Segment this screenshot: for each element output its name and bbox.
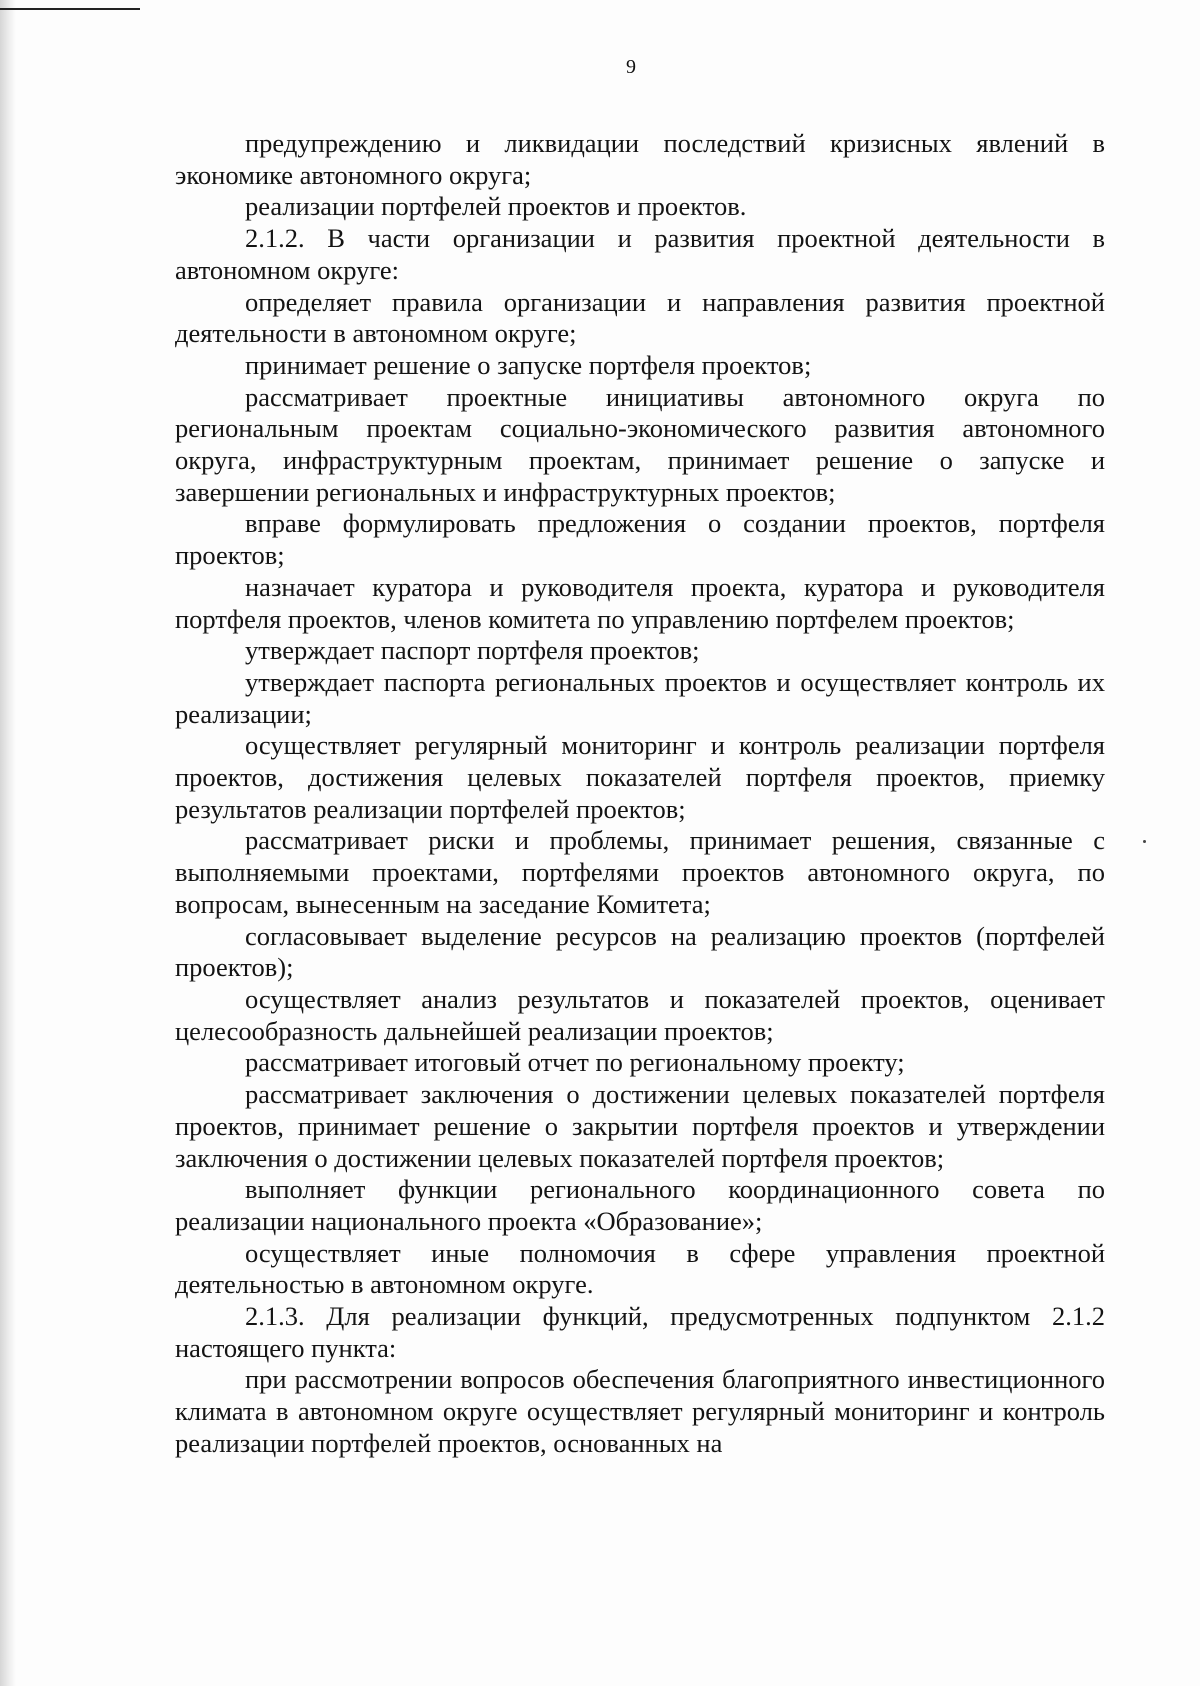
paragraph-15: рассматривает итоговый отчет по региональному проекту; xyxy=(245,1047,905,1078)
paragraph-14: осуществляет анализ результатов и показателей проектов, оценивает целесообразность дальнейшей реализации проектов; xyxy=(175,983,1105,1046)
paragraph-17: выполняет функции регионального координационного совета по реализации национального проекта «Образование»; xyxy=(175,1174,1105,1236)
paragraph-16: рассматривает заключения о достижении целевых показателей портфеля проектов, принимает решение о закрытии портфеля проектов и утверждении заключения о достижении целевых показателей портфеля проектов; xyxy=(175,1079,1105,1173)
paragraph-2: реализации портфелей проектов и проектов. xyxy=(245,191,747,222)
paragraph-18: осуществляет иные полномочия в сфере управления проектной деятельностью в автономном округе. xyxy=(175,1237,1105,1300)
scan-top-mark xyxy=(0,8,140,10)
paragraph-9: утверждает паспорт портфеля проектов; xyxy=(245,635,700,666)
paragraph-8: назначает куратора и руководителя проекта, куратора и руководителя портфеля проектов, членов комитета по управлению портфелем проектов; xyxy=(175,571,1105,634)
paragraph-10: утверждает паспорта региональных проектов и осуществляет контроль их реализации; xyxy=(175,666,1105,729)
paragraph-4: определяет правила организации и направления развития проектной деятельности в автономном округе; xyxy=(175,286,1105,349)
paragraph-7: вправе формулировать предложения о создании проектов, портфеля проектов; xyxy=(175,508,1105,571)
paragraph-12: рассматривает риски и проблемы, принимает решения, связанные с выполняемыми проектами, портфелями проектов автономного округа, по вопросам, вынесенным на заседание Комитета; xyxy=(175,825,1105,919)
paragraph-1: предупреждению и ликвидации последствий кризисных явлений в экономике автономного округа; xyxy=(175,128,1105,190)
scan-speck xyxy=(1143,840,1146,843)
paragraph-11: осуществляет регулярный мониторинг и контроль реализации портфеля проектов, достижения целевых показателей портфеля проектов, приемку результатов реализации портфелей проектов; xyxy=(175,730,1105,824)
scan-binding-edge xyxy=(0,0,16,1686)
page-number: 9 xyxy=(626,56,636,78)
document-body xyxy=(175,128,1105,1460)
paragraph-5: принимает решение о запуске портфеля проектов; xyxy=(245,349,812,380)
paragraph-3: 2.1.2. В части организации и развития проектной деятельности в автономном округе: xyxy=(175,223,1105,285)
paragraph-6: рассматривает проектные инициативы автономного округа по региональным проектам социально-экономического развития автономного округа, инфраструктурным проектам, принимает решение о запуске и завершении региональных и инфраструктурных проектов; xyxy=(175,381,1105,507)
paragraph-20: при рассмотрении вопросов обеспечения благоприятного инвестиционного климата в автономном округе осуществляет регулярный мониторинг и контроль реализации портфелей проектов, основанных на xyxy=(175,1364,1105,1458)
paragraph-13: согласовывает выделение ресурсов на реализацию проектов (портфелей проектов); xyxy=(175,920,1105,983)
paragraph-19: 2.1.3. Для реализации функций, предусмотренных подпунктом 2.1.2 настоящего пункта: xyxy=(175,1301,1105,1363)
